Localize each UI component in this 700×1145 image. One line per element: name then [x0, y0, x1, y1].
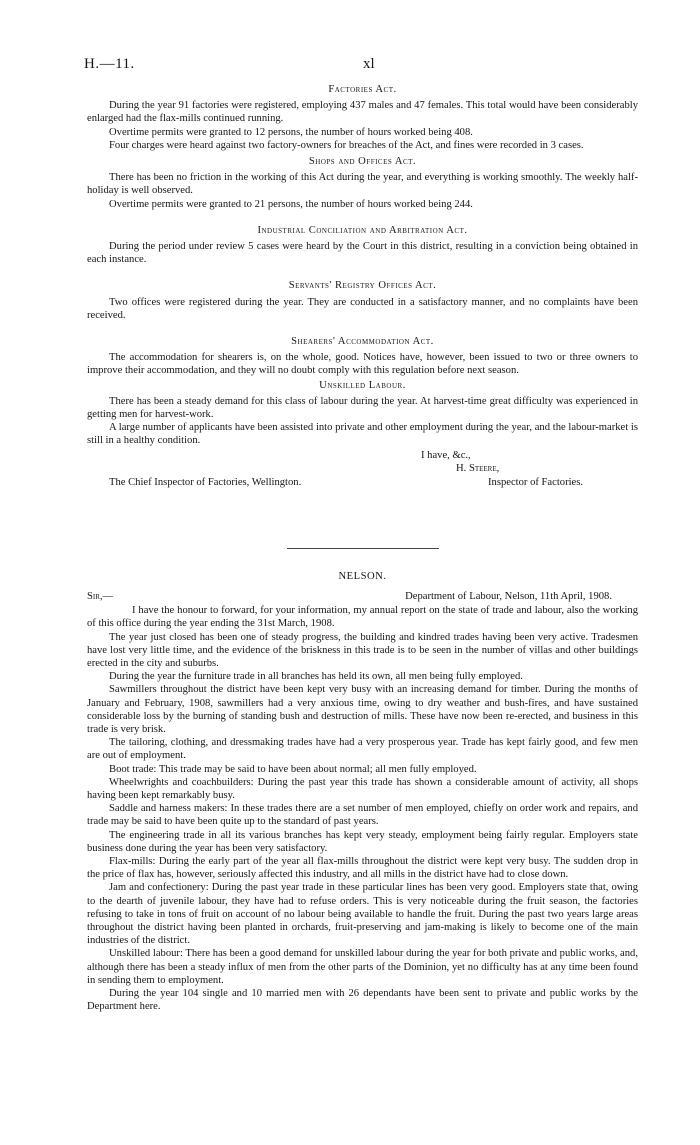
page-number: xl	[363, 56, 375, 72]
section-industrial-conciliation-act	[87, 224, 638, 267]
section-title: Servants' Registry Offices Act.	[288, 280, 437, 292]
dateline: Department of Labour, Nelson, 11th April, 1908.	[405, 591, 612, 603]
paragraph: Boot trade: This trade may be said to have been about normal; all men fully employed.	[109, 763, 477, 775]
paragraph: The accommodation for shearers is, on the whole, good. Notices have, however, been issued to two or three owners to improve their accommodation, and they will no doubt comply with this regulation before next season.	[87, 352, 638, 377]
section-factories-act	[87, 83, 638, 152]
paragraph: Unskilled labour: There has been a good demand for unskilled labour during the year for both private and public works, and, although there has been a steady influx of men from the other parts of the Dominion, yet no difficulty has at any time been found in sending them to employment.	[87, 948, 638, 986]
paragraph: During the period under review 5 cases were heard by the Court in this district, resulting in a conviction being obtained in each instance.	[87, 241, 638, 266]
section-shearers-accommodation-act	[87, 335, 638, 378]
section-title: Industrial Conciliation and Arbitration Act.	[257, 224, 468, 236]
paragraph: There has been no friction in the working of this Act during the year, and everything is working smoothly. The weekly half-holiday is well observed.	[87, 172, 638, 197]
upper-report	[87, 83, 638, 491]
paragraph: Overtime permits were granted to 21 persons, the number of hours worked being 244.	[109, 198, 473, 210]
paragraph: Flax-mills: During the early part of the year all flax-mills throughout the district were kept very busy. The sudden drop in the price of flax has, however, seriously affected this industry, and all mills in the district have had to close down.	[87, 856, 638, 881]
page-header-code: H.—11.	[84, 56, 135, 72]
signoff-recipient: The Chief Inspector of Factories, Wellington.	[109, 476, 302, 488]
paragraph: The tailoring, clothing, and dressmaking trades have had a very prosperous year. Trade has kept fairly good, and few men are out of employment.	[87, 737, 638, 762]
paragraph: Four charges were heard against two factory-owners for breaches of the Act, and fines were recorded in 3 cases.	[109, 139, 584, 151]
section-divider	[287, 548, 439, 549]
paragraph: There has been a steady demand for this class of labour during the year. At harvest-time great difficulty was experienced in getting men for harvest-work.	[87, 395, 638, 421]
salutation: Sir,—	[87, 591, 114, 603]
nelson-heading: NELSON.	[338, 571, 387, 582]
signoff-name: H. Steere,	[456, 462, 500, 474]
paragraph: Jam and confectionery: During the past year trade in these particular lines has been very good. Employers state that, owing to the dearth of juvenile labour, they have had to refuse orders. This is very noticeable during the fruit season, the factories refusing to take in tons of fruit on account of no labour being available to handle the fruit. During the past two years large areas throughout the district having been planted in orchards, fruit-preserving and jam-making is likely to become one of the main industries of the district.	[87, 882, 638, 947]
paragraph: Wheelwrights and coachbuilders: During the past year this trade has shown a considerable amount of activity, all shops having been kept remarkably busy.	[87, 776, 638, 802]
section-shops-offices-act	[87, 155, 638, 211]
section-title: Shops and Offices Act.	[308, 156, 417, 168]
paragraph: The engineering trade in all its various branches has kept very steady, employment being fairly regular. Employers state business done during the year has been very satisfactory.	[87, 829, 638, 854]
paragraph: Overtime permits were granted to 12 persons, the number of hours worked being 408.	[109, 126, 473, 138]
paragraph: During the year the furniture trade in all branches has held its own, all men being fully employed.	[109, 671, 523, 683]
section-title: Factories Act.	[328, 84, 397, 95]
paragraph: Two offices were registered during the year. They are conducted in a satisfactory manner, and no complaints have been received.	[87, 296, 638, 321]
paragraph: I have the honour to forward, for your information, my annual report on the state of trade and labour, also the working of this office during the year ending the 31st March, 1908.	[87, 605, 638, 630]
section-title: Unskilled Labour.	[319, 379, 406, 391]
salutation-line	[87, 590, 638, 604]
signoff-closing: I have, &c.,	[421, 449, 471, 461]
section-title: Shearers' Accommodation Act.	[291, 336, 434, 348]
paragraph: A large number of applicants have been assisted into private and other employment during the year, and the labour-market is still in a healthy condition.	[87, 422, 638, 447]
nelson-report	[87, 570, 638, 1014]
signoff-title: Inspector of Factories.	[488, 476, 584, 488]
paragraph: During the year 91 factories were registered, employing 437 males and 47 females. This total would have been considerably enlarged had the flax-mills continued running.	[87, 100, 638, 125]
paragraph: Sawmillers throughout the district have been kept very busy with an increasing demand for timber. During the months of January and February, 1908, sawmillers had a very anxious time, owing to dry weather and bush-fires, and have sustained considerable loss by the burning of standing bush and destruction of mills. These have now been re-erected, and business in this trade is very brisk.	[87, 684, 638, 736]
section-unskilled-labour	[87, 379, 638, 448]
paragraph: The year just closed has been one of steady progress, the building and kindred trades having been very active. Tradesmen have lost very little time, and the evidence of the briskness in this trade is to be seen in the number of villas and other buildings erected in the city and suburbs.	[87, 631, 638, 670]
paragraph: During the year 104 single and 10 married men with 26 dependants have been sent to private and public works by the Department here.	[87, 988, 638, 1013]
paragraph: Saddle and harness makers: In these trades there are a set number of men employed, chiefly on order work and repairs, and trade may be said to have been quite up to the standard of past years.	[87, 803, 638, 828]
section-servants-registry-act	[87, 279, 638, 322]
signoff-block	[87, 449, 638, 491]
